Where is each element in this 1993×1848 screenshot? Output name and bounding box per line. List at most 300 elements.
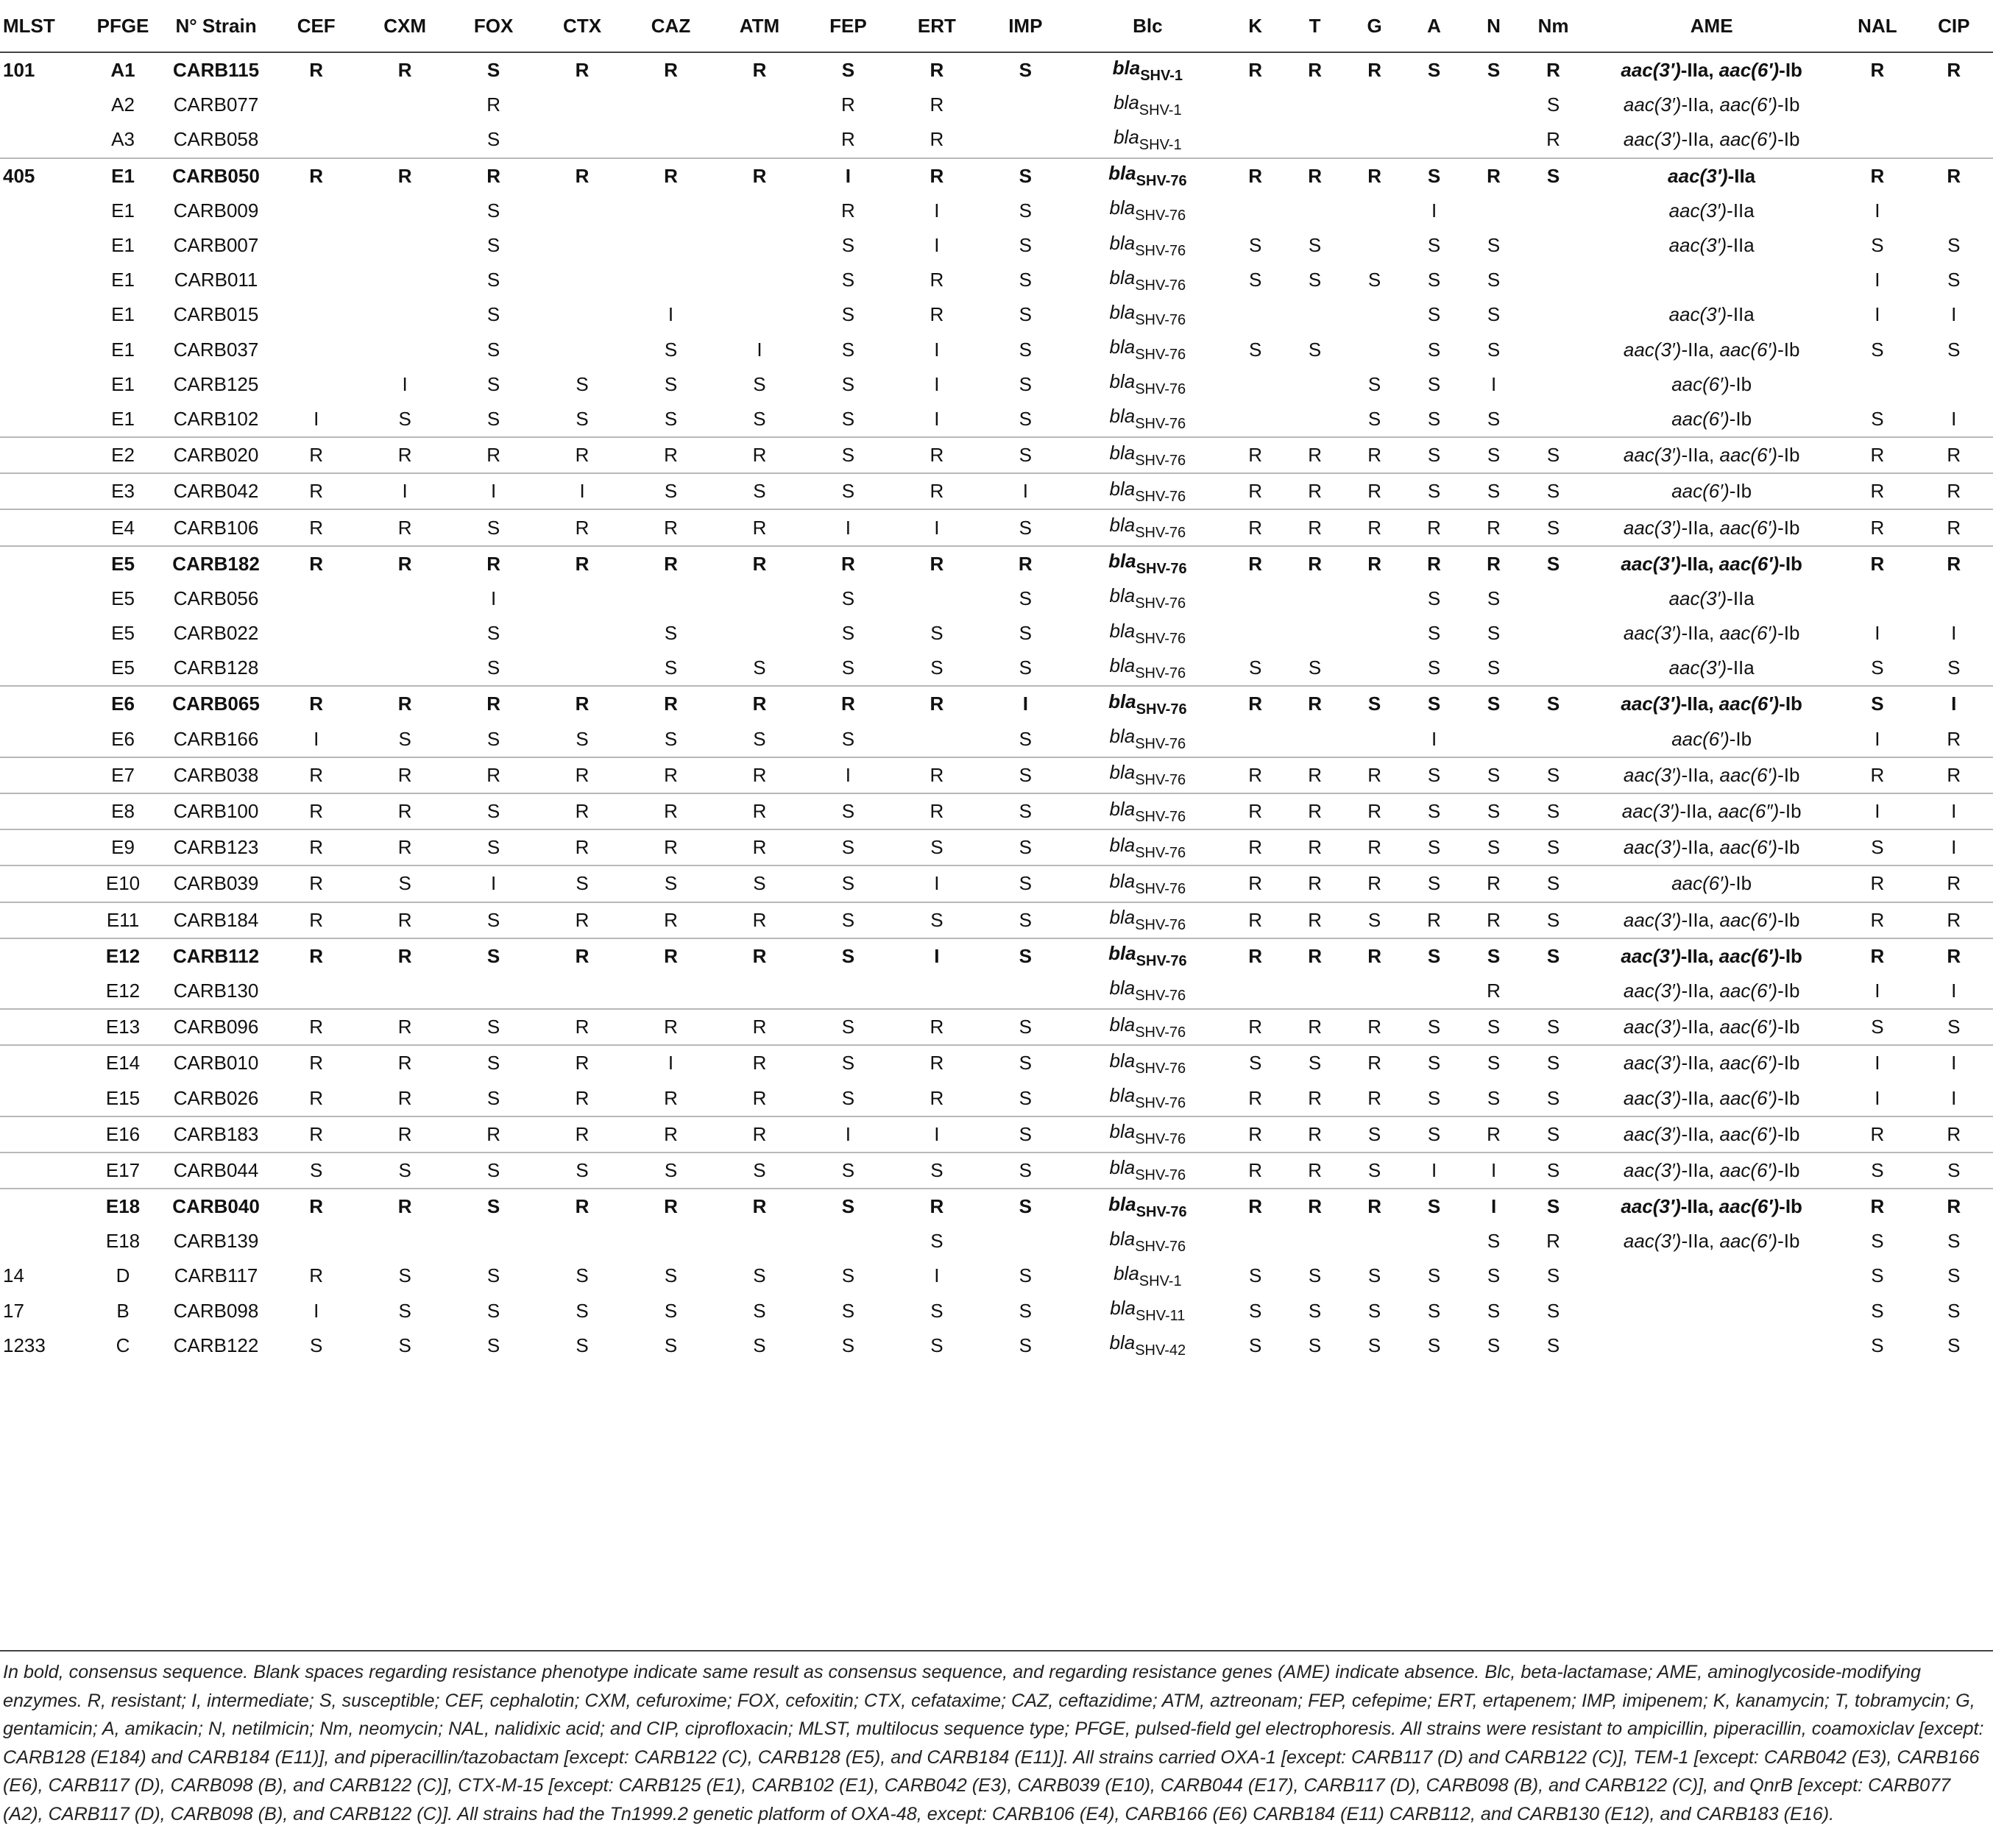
table-cell — [626, 122, 715, 157]
table-cell: R — [538, 829, 626, 865]
table-cell: S — [1487, 1334, 1501, 1356]
table-cell: S — [841, 1264, 855, 1287]
table-cell: I — [449, 865, 537, 902]
column-header: FOX — [449, 0, 537, 52]
table-cell: R — [1840, 546, 1914, 581]
table-cell: R — [1225, 158, 1285, 194]
table-cell: I — [538, 473, 626, 509]
table-cell: I — [1951, 1086, 1957, 1109]
table-cell: S — [1427, 407, 1441, 430]
table-cell: S — [1367, 1264, 1381, 1287]
table-cell — [1285, 1224, 1345, 1258]
table-cell: S — [1248, 338, 1262, 361]
table-cell: CARB077 — [173, 93, 259, 116]
table-cell — [361, 297, 449, 332]
table-cell — [272, 333, 360, 367]
table-cell: S — [398, 727, 411, 750]
table-cell: S — [538, 865, 626, 902]
table-cell: I — [1875, 303, 1880, 326]
table-cell: CARB098 — [173, 1299, 259, 1322]
table-cell: I — [1464, 1153, 1523, 1189]
table-cell — [1464, 122, 1523, 157]
table-cell: I — [1875, 979, 1880, 1002]
table-cell: R — [397, 1086, 412, 1109]
table-cell: S — [1487, 587, 1501, 609]
table-cell — [538, 88, 626, 122]
table-cell: S — [1427, 587, 1441, 609]
beta-lactamase-cell: bla$_{SHV-76}$ — [1070, 158, 1226, 194]
table-cell: S — [1871, 656, 1884, 679]
table-cell: S — [1487, 1299, 1501, 1322]
blc-variant: SHV-76 — [1135, 277, 1186, 294]
table-cell: S — [1546, 1264, 1560, 1287]
beta-lactamase-cell: bla$_{SHV-76}$ — [1070, 757, 1226, 793]
table-cell — [449, 1224, 537, 1258]
table-cell: S — [1915, 1009, 1993, 1045]
blc-variant: SHV-76 — [1135, 880, 1186, 897]
table-row — [0, 367, 1993, 402]
table-cell — [1404, 1224, 1464, 1258]
table-cell: R — [272, 757, 360, 793]
ame-cell: aac(3′)-IIa, aac(6′)-Ib — [1583, 686, 1840, 721]
blc-variant: SHV-76 — [1135, 242, 1186, 259]
table-cell — [1225, 297, 1285, 332]
table-cell — [626, 581, 715, 616]
table-cell: S — [804, 1189, 892, 1224]
table-cell: I — [490, 587, 497, 609]
table-cell: CARB009 — [173, 199, 259, 222]
table-cell — [272, 616, 360, 651]
table-cell — [1345, 974, 1404, 1009]
table-cell: R — [715, 1116, 804, 1153]
table-cell: S — [930, 1299, 944, 1322]
table-cell: R — [1464, 546, 1523, 581]
ame-cell: aac(3′)-IIa, aac(6′)-Ib — [1583, 902, 1840, 938]
table-cell — [1225, 194, 1285, 228]
table-cell: S — [576, 1299, 589, 1322]
table-cell: S — [1487, 1086, 1501, 1109]
table-cell: S — [1308, 1299, 1322, 1322]
table-cell: R — [1285, 509, 1345, 545]
table-cell: R — [272, 546, 360, 581]
table-cell: S — [576, 727, 589, 750]
table-cell — [0, 437, 85, 473]
table-cell: S — [1487, 59, 1501, 82]
table-cell: R — [1915, 158, 1993, 194]
table-cell: S — [715, 1153, 804, 1189]
table-cell: E4 — [85, 509, 160, 545]
table-cell: R — [715, 437, 804, 473]
table-cell: CARB130 — [173, 979, 259, 1002]
table-cell: R — [538, 158, 626, 194]
table-cell — [1915, 194, 1993, 228]
table-cell: S — [1404, 793, 1464, 829]
beta-lactamase-cell: bla$_{SHV-76}$ — [1109, 336, 1186, 364]
column-header: CXM — [361, 0, 449, 52]
table-cell — [1523, 228, 1583, 263]
table-row — [0, 297, 1993, 332]
table-cell: S — [981, 902, 1069, 938]
table-cell: R — [361, 757, 449, 793]
table-cell: R — [626, 938, 715, 974]
table-cell: R — [715, 757, 804, 793]
table-cell: S — [1840, 1009, 1914, 1045]
table-cell: R — [538, 757, 626, 793]
table-row — [0, 581, 1993, 616]
table-cell: CARB117 — [174, 1264, 258, 1287]
blc-variant: SHV-76 — [1135, 1095, 1186, 1112]
table-cell — [0, 865, 85, 902]
table-cell: R — [1225, 473, 1285, 509]
table-cell: S — [1871, 407, 1884, 430]
table-cell: I — [804, 509, 892, 545]
table-cell — [1345, 1224, 1404, 1258]
table-row — [0, 437, 1993, 473]
table-cell — [361, 263, 449, 297]
table-cell: R — [1840, 473, 1914, 509]
table-cell: S — [576, 1334, 589, 1356]
table-cell: E1 — [111, 199, 135, 222]
table-cell: R — [272, 865, 360, 902]
table-cell: S — [1248, 656, 1262, 679]
table-cell: S — [804, 865, 892, 902]
table-row — [0, 757, 1993, 793]
table-cell: S — [981, 1116, 1069, 1153]
table-cell — [272, 228, 360, 263]
table-cell: S — [753, 1299, 766, 1322]
table-cell: S — [486, 269, 500, 291]
table-row — [0, 88, 1993, 122]
table-cell: R — [1225, 1116, 1285, 1153]
table-cell: CARB015 — [173, 303, 259, 326]
table-cell: I — [1875, 1086, 1880, 1109]
table-cell: I — [1951, 979, 1957, 1002]
table-cell: R — [1546, 1230, 1560, 1253]
table-cell: R — [272, 473, 360, 509]
table-cell — [1840, 88, 1914, 122]
table-cell: S — [1871, 1264, 1884, 1287]
ame-cell: aac(3′)-IIa, aac(6′)-Ib — [1623, 338, 1800, 361]
table-cell — [981, 88, 1069, 122]
beta-lactamase-cell: bla$_{SHV-76}$ — [1070, 1009, 1226, 1045]
table-cell: I — [1875, 269, 1880, 291]
table-cell: S — [753, 727, 766, 750]
table-cell: R — [752, 1086, 767, 1109]
table-cell: S — [664, 407, 678, 430]
table-row — [0, 686, 1993, 721]
beta-lactamase-cell: bla$_{SHV-76}$ — [1109, 197, 1186, 224]
table-cell: R — [538, 793, 626, 829]
table-cell: S — [1427, 269, 1441, 291]
table-cell: R — [272, 829, 360, 865]
table-cell — [1225, 367, 1285, 402]
table-cell: A2 — [111, 93, 135, 116]
table-cell — [981, 974, 1069, 1009]
blc-variant: SHV-76 — [1136, 1203, 1187, 1220]
table-cell: S — [1345, 902, 1404, 938]
blc-variant: SHV-1 — [1140, 67, 1183, 84]
table-cell: S — [486, 1264, 500, 1287]
table-cell: CARB039 — [160, 865, 272, 902]
column-header: AME — [1583, 0, 1840, 52]
table-cell — [715, 88, 804, 122]
table-cell: R — [1225, 938, 1285, 974]
column-header: A — [1404, 0, 1464, 52]
table-cell: CARB112 — [160, 938, 272, 974]
table-cell: I — [1840, 1045, 1914, 1080]
table-cell: S — [1019, 269, 1032, 291]
blc-variant: SHV-1 — [1139, 1272, 1182, 1289]
table-cell: S — [576, 372, 589, 395]
table-cell: S — [1546, 93, 1560, 116]
table-cell — [1523, 194, 1583, 228]
table-cell — [1345, 722, 1404, 757]
table-cell: R — [626, 793, 715, 829]
table-cell — [715, 122, 804, 157]
table-cell: S — [1427, 1264, 1441, 1287]
table-cell: S — [1523, 793, 1583, 829]
table-cell: I — [981, 473, 1069, 509]
table-cell: R — [1947, 727, 1961, 750]
column-header: IMP — [981, 0, 1069, 52]
table-cell: R — [309, 59, 324, 82]
table-cell — [538, 333, 626, 367]
table-cell: E1 — [111, 407, 135, 430]
table-cell — [1225, 1224, 1285, 1258]
table-cell: E14 — [85, 1045, 160, 1080]
table-cell: R — [893, 546, 981, 581]
table-cell: I — [1951, 622, 1957, 645]
table-row — [0, 1224, 1993, 1258]
table-cell — [804, 974, 892, 1009]
table-cell: I — [1915, 793, 1993, 829]
table-cell — [361, 581, 449, 616]
table-cell: S — [930, 622, 944, 645]
column-header: Nm — [1523, 0, 1583, 52]
beta-lactamase-cell: bla$_{SHV-76}$ — [1070, 546, 1226, 581]
table-cell: S — [981, 1189, 1069, 1224]
ame-cell: aac(3′)-IIa, aac(6′)-Ib — [1583, 829, 1840, 865]
table-cell: S — [664, 1264, 678, 1287]
table-cell — [361, 333, 449, 367]
table-cell — [1404, 88, 1464, 122]
table-cell: S — [1019, 372, 1032, 395]
table-cell: S — [1487, 622, 1501, 645]
beta-lactamase-cell: bla$_{SHV-76}$ — [1109, 300, 1186, 328]
table-cell: R — [930, 59, 944, 82]
table-cell: S — [981, 437, 1069, 473]
table-cell — [1523, 263, 1583, 297]
table-cell: R — [1225, 437, 1285, 473]
table-cell: R — [361, 902, 449, 938]
table-cell: S — [626, 473, 715, 509]
table-cell: S — [576, 1264, 589, 1287]
table-cell: CARB122 — [173, 1334, 259, 1356]
table-cell — [1225, 402, 1285, 437]
ame-cell: aac(3′)-IIa, aac(6′)-Ib — [1583, 938, 1840, 974]
table-cell: I — [934, 234, 940, 257]
table-cell: E6 — [85, 686, 160, 721]
table-cell — [1840, 367, 1914, 402]
table-cell: I — [1490, 372, 1497, 395]
table-body — [0, 52, 1993, 1363]
table-cell — [1345, 651, 1404, 686]
blc-variant: SHV-1 — [1139, 102, 1182, 118]
table-cell: R — [1225, 509, 1285, 545]
table-cell: R — [1285, 865, 1345, 902]
table-cell — [893, 722, 981, 757]
table-cell: R — [930, 93, 944, 116]
table-cell: R — [361, 1116, 449, 1153]
table-cell — [361, 616, 449, 651]
table-cell — [1523, 367, 1583, 402]
table-cell: R — [1285, 829, 1345, 865]
table-cell: S — [841, 1334, 855, 1356]
table-row — [0, 509, 1993, 545]
ame-cell: aac(3′)-IIa, aac(6′)-Ib — [1583, 546, 1840, 581]
ame-cell: aac(3′)-IIa — [1668, 656, 1755, 679]
table-cell: CARB050 — [160, 158, 272, 194]
table-row — [0, 722, 1993, 757]
table-cell: E1 — [111, 372, 135, 395]
table-cell: S — [361, 865, 449, 902]
table-cell: S — [1840, 686, 1914, 721]
table-cell: I — [314, 407, 319, 430]
table-cell: CARB115 — [173, 59, 260, 82]
table-cell: S — [1345, 1116, 1404, 1153]
table-cell: I — [934, 1264, 940, 1287]
table-cell: R — [1915, 865, 1993, 902]
table-cell: CARB096 — [160, 1009, 272, 1045]
table-cell: I — [1464, 1189, 1523, 1224]
column-header: Blc — [1070, 0, 1226, 52]
table-cell: S — [398, 1264, 411, 1287]
table-cell: S — [1487, 234, 1501, 257]
table-cell — [715, 1224, 804, 1258]
table-cell: S — [1464, 686, 1523, 721]
table-cell: S — [1523, 865, 1583, 902]
table-cell: R — [893, 793, 981, 829]
table-cell: C — [116, 1334, 130, 1356]
ame-cell: aac(3′)-IIa, aac(6′)-Ib — [1583, 1116, 1840, 1153]
table-cell: I — [893, 865, 981, 902]
table-cell: S — [893, 1153, 981, 1189]
blc-variant: SHV-42 — [1135, 1342, 1186, 1359]
table-cell: S — [1464, 1009, 1523, 1045]
table-cell: CARB182 — [160, 546, 272, 581]
table-cell: A3 — [111, 128, 135, 151]
table-cell — [0, 974, 85, 1009]
table-cell: S — [1404, 437, 1464, 473]
table-cell: R — [893, 686, 981, 721]
table-cell: R — [1840, 902, 1914, 938]
table-cell: E17 — [85, 1153, 160, 1189]
table-cell: R — [1840, 158, 1914, 194]
table-cell: A1 — [110, 59, 135, 82]
beta-lactamase-cell: bla$_{SHV-76}$ — [1070, 865, 1226, 902]
table-cell: S — [664, 656, 678, 679]
table-cell — [1345, 297, 1404, 332]
beta-lactamase-cell: bla$_{SHV-76}$ — [1109, 370, 1186, 398]
table-cell: R — [1285, 902, 1345, 938]
table-cell — [0, 402, 85, 437]
table-cell — [1345, 122, 1404, 157]
table-cell: S — [449, 1153, 537, 1189]
table-cell: R — [538, 1189, 626, 1224]
table-cell: R — [1285, 757, 1345, 793]
table-cell: 17 — [3, 1299, 24, 1322]
table-cell: S — [1427, 338, 1441, 361]
blc-variant: SHV-76 — [1135, 1024, 1186, 1041]
table-cell: R — [449, 686, 537, 721]
column-header: K — [1225, 0, 1285, 52]
table-cell: S — [1019, 234, 1032, 257]
beta-lactamase-cell: bla$_{SHV-1}$ — [1114, 91, 1182, 118]
table-cell — [1345, 616, 1404, 651]
table-cell: R — [361, 546, 449, 581]
table-cell: R — [272, 1116, 360, 1153]
table-cell — [1345, 581, 1404, 616]
table-cell: R — [626, 1189, 715, 1224]
table-cell — [893, 581, 981, 616]
table-cell: E5 — [85, 546, 160, 581]
footnote-divider — [0, 1650, 1993, 1651]
table-cell: S — [1019, 338, 1032, 361]
table-cell: S — [1546, 1086, 1560, 1109]
table-cell: CARB125 — [173, 372, 259, 395]
table-cell: S — [1523, 546, 1583, 581]
table-cell — [1285, 194, 1345, 228]
table-cell: E13 — [85, 1009, 160, 1045]
table-cell: S — [1546, 1334, 1560, 1356]
table-cell: R — [1345, 473, 1404, 509]
table-cell: R — [1285, 686, 1345, 721]
table-cell: S — [664, 727, 678, 750]
table-cell: CARB183 — [160, 1116, 272, 1153]
blc-variant: SHV-76 — [1135, 1167, 1186, 1184]
table-cell: S — [1523, 1189, 1583, 1224]
table-cell: R — [1464, 902, 1523, 938]
table-cell: R — [1285, 1009, 1345, 1045]
table-cell: I — [757, 338, 762, 361]
table-cell: R — [1915, 757, 1993, 793]
table-cell: S — [1404, 938, 1464, 974]
blc-variant: SHV-76 — [1135, 1060, 1186, 1077]
table-cell: S — [981, 1153, 1069, 1189]
table-cell — [1840, 581, 1914, 616]
table-cell: S — [1464, 938, 1523, 974]
table-cell: S — [272, 1153, 360, 1189]
table-cell: S — [1523, 938, 1583, 974]
table-cell: S — [715, 473, 804, 509]
table-cell: E12 — [105, 979, 141, 1002]
table-cell — [1345, 333, 1404, 367]
table-cell: S — [841, 269, 855, 291]
table-cell: S — [1523, 473, 1583, 509]
ame-cell — [1583, 1328, 1840, 1363]
table-cell — [715, 228, 804, 263]
table-footnote: In bold, consensus sequence. Blank spaces regarding resistance phenotype indicate same result as consensus sequence, and regarding resistance genes (AME) indicate absence. Blc, beta-lactamase; AME, aminoglycoside-modifying enzymes. R, resistant; I, intermediate; S, susceptible; CEF, cephalotin; CXM, cefuroxime; FOX, cefoxitin; CTX, cefataxime; CAZ, ceftazidime; ATM, aztreonam; FEP, cefepime; ERT, ertapenem; IMP, imipenem; K, kanamycin; T, tobramycin; G, gentamicin; A, amikacin; N, netilmicin; Nm, neomycin; NAL, nalidixic acid; and CIP, ciprofloxacin; MLST, multilocus sequence type; PFGE, pulsed-field gel electrophoresis. All strains were resistant to ampicillin, piperacillin, coamoxiclav [except: CARB128 (E184) and CARB184 (E11)], and piperacillin/tazobactam [except: CARB122 (C), CARB128 (E5), and CARB184 (E11)]. All strains carried OXA-1 [except: CARB117 (D) and CARB122 (C)], TEM-1 [except: CARB042 (E3), CARB166 (E6), CARB117 (D), CARB098 (B), and CARB122 (C)], CTX-M-15 [except: CARB125 (E1), CARB102 (E1), CARB042 (E3), CARB039 (E10), CARB044 (E17), CARB117 (D), CARB098 (B), and CARB122 (C)], and QnrB [except: CARB077 (A2), CARB117 (D), CARB098 (B), and CARB122 (C)]. All strains had the Tn1999.2 genetic platform of OXA-48, except: CARB106 (E4), CARB166 (E6) CARB184 (E11) CARB112, and CARB130 (E12), and CARB183 (E16). — [3, 1662, 1984, 1824]
table-cell — [1285, 581, 1345, 616]
ame-cell: aac(3′)-IIa, aac(6′)-Ib — [1621, 59, 1802, 82]
table-cell — [1225, 581, 1285, 616]
blc-variant: SHV-76 — [1135, 665, 1186, 682]
table-cell — [1464, 88, 1523, 122]
table-cell — [361, 228, 449, 263]
table-cell: R — [361, 686, 449, 721]
table-cell: S — [664, 372, 678, 395]
table-cell: S — [1947, 1299, 1961, 1322]
